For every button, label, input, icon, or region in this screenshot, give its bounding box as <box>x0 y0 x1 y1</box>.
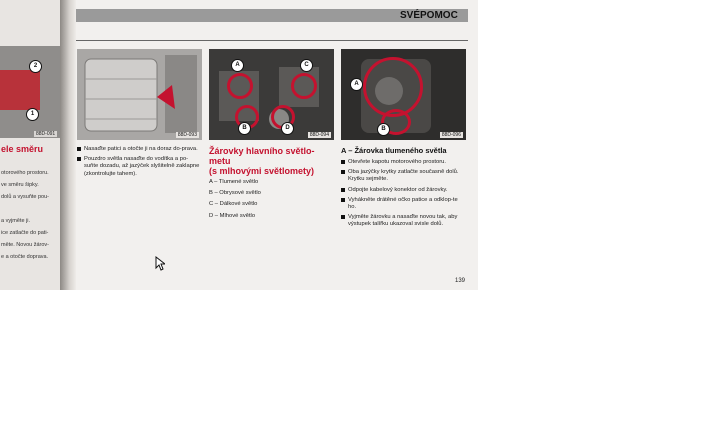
instruction-paragraph: Oba jazýčky krytky zatlačte současně dolů. Krytku sejměte. <box>341 169 466 183</box>
instruction-paragraph: Otevřete kapotu motorového prostoru. <box>341 159 466 166</box>
column-1-text <box>77 146 201 181</box>
bulbs-title-line: Žárovky hlavního světlo- <box>209 146 315 156</box>
headlight-lens-illustration <box>77 49 202 140</box>
instruction-paragraph: Odpojte kabelový konektor od žárovky. <box>341 187 466 194</box>
left-line: otorového prostoru. <box>1 170 49 176</box>
left-line: měte. Novou žárov- <box>1 242 49 248</box>
bulb-locations-illustration <box>209 49 334 140</box>
headlight-photo-1 <box>77 49 202 140</box>
callout-c: C <box>300 59 313 72</box>
highlight-ring-a <box>227 73 253 99</box>
image-code: 88D-096 <box>441 132 461 138</box>
callout-b: B <box>377 123 390 136</box>
low-beam-title: A – Žárovka tlumeného světla <box>341 146 447 155</box>
left-line: ve směru šipky. <box>1 182 39 188</box>
left-page-text <box>1 167 61 263</box>
bulb-legend-item: D – Mlhové světlo <box>209 212 256 219</box>
left-page-image-code: 88D-091 <box>36 131 56 137</box>
headlight-photo-3 <box>341 49 466 140</box>
left-line: dolů a vysuňte pou- <box>1 194 50 200</box>
page-header-title: SVÉPOMOC <box>400 10 458 21</box>
left-page-section-title: ele směru <box>1 144 44 154</box>
bulbs-title-line: metu <box>209 156 231 166</box>
bulb-legend-item: B – Obrysové světlo <box>209 190 261 197</box>
bulb-legend-item: A – Tlumené světlo <box>209 179 259 185</box>
left-line: a vyjměte ji. <box>1 218 31 224</box>
book-spine <box>60 0 76 290</box>
instruction-paragraph: Pouzdro světla nasaďte do vodítka a po-suňte dozadu, až jazýček slyšitelně zaklapne (zkontrolujte tahem). <box>77 156 201 178</box>
callout-d: D <box>281 122 294 135</box>
bulb-legend-list <box>209 179 334 220</box>
instruction-paragraph: Vyhákněte drátěné očko patice a odklop-te ho. <box>341 197 466 211</box>
callout-a: A <box>231 59 244 72</box>
callout-a: A <box>350 78 363 91</box>
left-line: e a otočte doprava. <box>1 254 49 260</box>
header-divider <box>76 40 468 41</box>
instruction-paragraph: Nasaďte patici a otočte ji na doraz do-prava. <box>77 146 201 153</box>
highlight-ring-a <box>363 57 423 117</box>
left-line: ice zatlačte do pati- <box>1 230 49 236</box>
highlight-ring-c <box>291 73 317 99</box>
headlight-photo-2 <box>209 49 334 140</box>
mouse-pointer-icon <box>155 256 165 271</box>
callout-b: B <box>238 122 251 135</box>
bulbs-title-line: (s mlhovými světlomety) <box>209 166 315 176</box>
image-code: 88D-093 <box>177 132 197 138</box>
callout-1: 1 <box>26 108 39 121</box>
page-number: 139 <box>455 278 466 284</box>
image-code: 88D-094 <box>309 132 329 138</box>
scanned-manual-spread <box>0 0 478 290</box>
column-3-text <box>341 146 466 232</box>
bulb-legend-item: C – Dálkové světlo <box>209 201 258 208</box>
instruction-paragraph: Vyjměte žárovku a nasaďte novou tak, aby výstupek talířku ukazoval svisle dolů. <box>341 214 466 228</box>
left-line <box>1 203 61 215</box>
callout-2: 2 <box>29 60 42 73</box>
left-page-red-highlight <box>0 70 40 110</box>
column-2-text <box>209 146 334 224</box>
left-page <box>0 0 62 290</box>
